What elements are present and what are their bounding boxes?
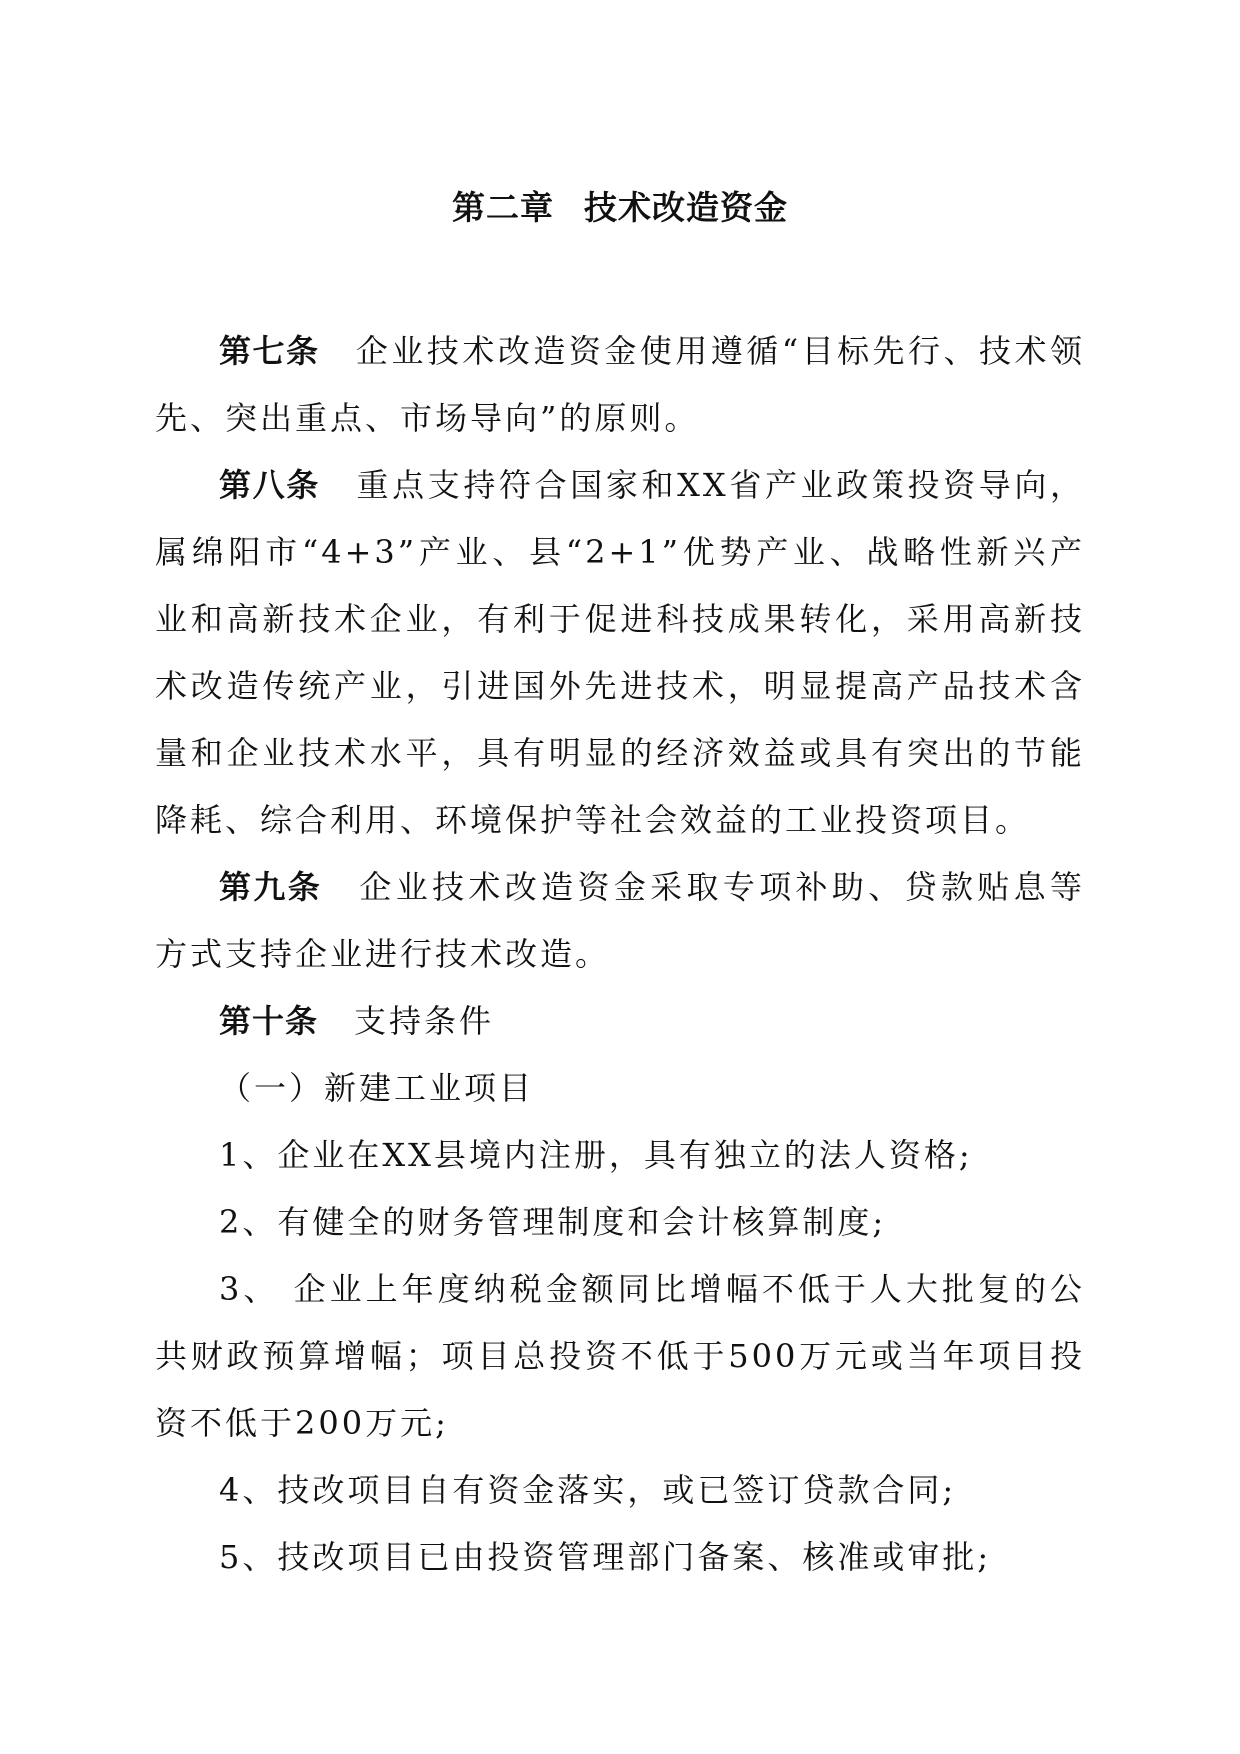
article-8 [155,452,1085,854]
list-item: 1、企业在XX县境内注册，具有独立的法人资格; [219,1136,973,1174]
article-8-number: 第八条 [219,466,320,504]
list-item: 5、技改项目已由投资管理部门备案、核准或审批; [219,1538,992,1576]
article-7-text: 企业技术改造资金使用遵循“目标先行、技术领先、突出重点、市场导向”的原则。 [155,332,1085,437]
article-10-text: 支持条件 [354,1002,495,1040]
article-9-number: 第九条 [219,868,323,906]
article-9-text: 企业技术改造资金采取专项补助、贷款贴息等方式支持企业进行技术改造。 [155,868,1085,973]
list-item: 2、有健全的财务管理制度和会计核算制度; [219,1203,887,1241]
article-8-text: 重点支持符合国家和XX省产业政策投资导向，属绵阳市“4+3”产业、县“2+1”优势产业、战略性新兴产业和高新技术企业，有利于促进科技成果转化，采用高新技术改造传统产业，引进国外先进技术，明显提高产品技术含量和企业技术水平，具有明显的经济效益或具有突出的节能降耗、综合利用、环境保护等社会效益的工业投资项目。 [155,466,1085,839]
article-7-number: 第七条 [219,332,320,370]
article-10-number: 第十条 [219,1002,319,1040]
article-10 [155,988,1085,1055]
chapter-name: 技术改造资金 [584,188,788,227]
section-heading: （一）新建工业项目 [219,1069,535,1107]
document-body [155,318,1085,1591]
list-item: 4、技改项目自有资金落实，或已签订贷款合同; [219,1471,957,1509]
chapter-number: 第二章 [452,188,554,227]
article-9 [155,854,1085,988]
article-7 [155,318,1085,452]
chapter-title [0,188,1240,228]
list-item: 3、 企业上年度纳税金额同比增幅不低于人大批复的公共财政预算增幅；项目总投资不低于500万元或当年项目投资不低于200万元; [155,1270,1085,1442]
